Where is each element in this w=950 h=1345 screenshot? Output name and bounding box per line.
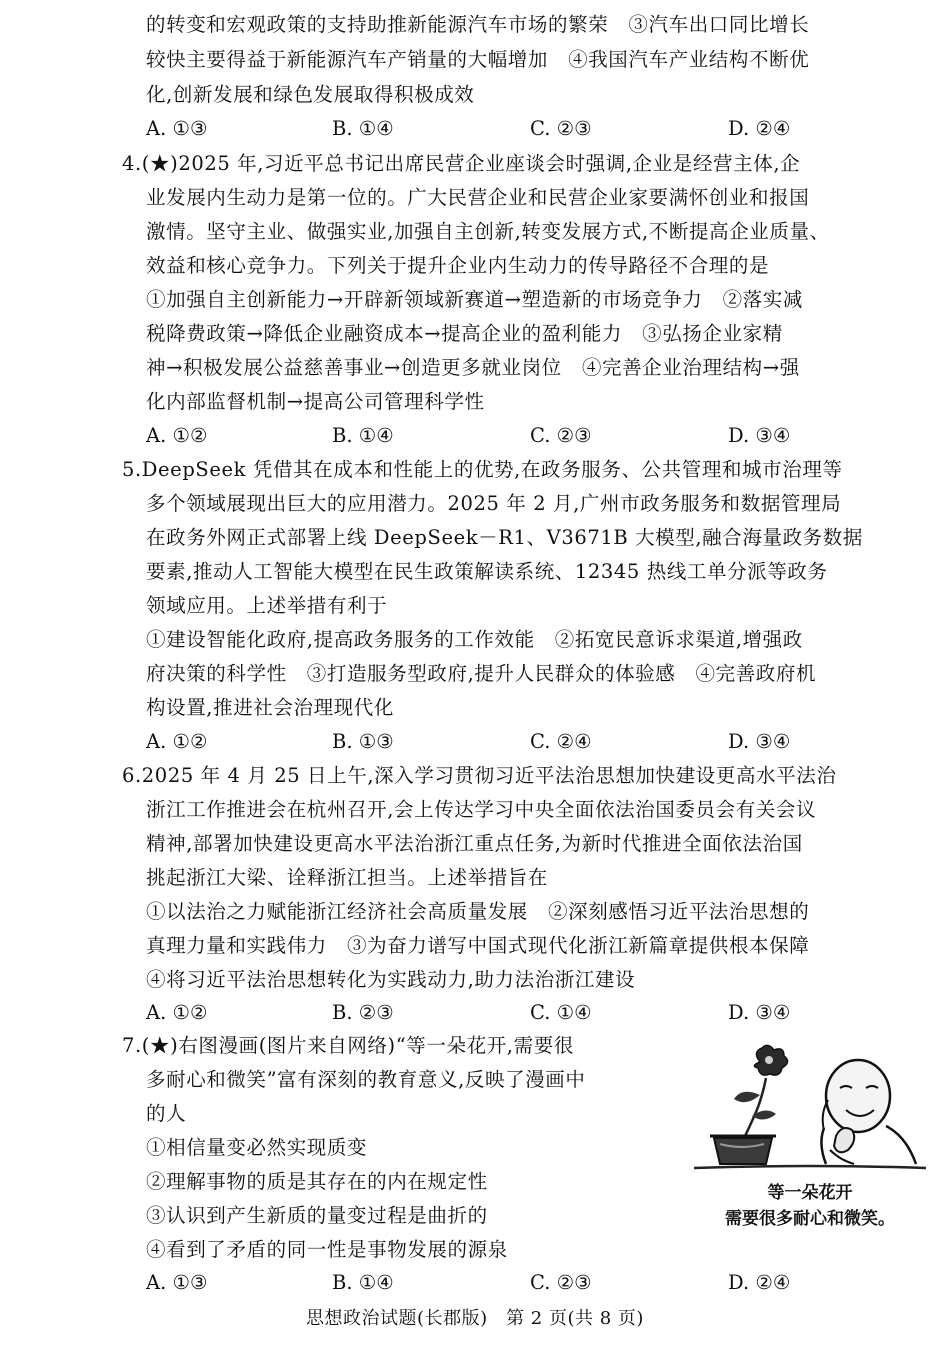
q6-choice-line: ①以法治之力赋能浙江经济社会高质量发展 ②深刻感悟习近平法治思想的 — [146, 900, 810, 923]
option-d: D. ③④ — [728, 424, 791, 447]
option-d: D. ③④ — [728, 1001, 791, 1024]
cartoon-illustration — [690, 1040, 930, 1240]
option-a: A. ①③ — [146, 1271, 208, 1294]
smiling-person-icon — [821, 1060, 916, 1164]
q6-choice-line: 真理力量和实践伟力 ③为奋力谱写中国式现代化浙江新篇章提供根本保障 — [146, 934, 810, 957]
option-b: B. ①④ — [332, 1271, 394, 1294]
q4-stem-line: 业发展内生动力是第一位的。广大民营企业和民营企业家要满怀创业和报国 — [146, 186, 810, 209]
option-a: A. ①② — [146, 424, 208, 447]
q4-choice-line: ①加强自主创新能力→开辟新领域新赛道→塑造新的市场竞争力 ②落实减 — [146, 288, 803, 311]
q7-choice-line: ④看到了矛盾的同一性是事物发展的源泉 — [146, 1238, 508, 1261]
q6-stem-line: 6.2025 年 4 月 25 日上午,深入学习贯彻习近平法治思想加快建设更高水平法治 — [122, 764, 837, 787]
table-line — [694, 1166, 926, 1168]
q3-options — [146, 112, 926, 146]
q7-choice-line: ③认识到产生新质的量变过程是曲折的 — [146, 1204, 488, 1227]
option-d: D. ②④ — [728, 1271, 791, 1294]
q3-text-line: 较快主要得益于新能源汽车产销量的大幅增加 ④我国汽车产业结构不断优 — [146, 48, 810, 71]
page-footer: 思想政治试题(长郡版) 第 2 页(共 8 页) — [306, 1308, 644, 1329]
q7-stem-line: 的人 — [146, 1102, 187, 1125]
q4-choice-line: 化内部监督机制→提高公司管理科学性 — [146, 390, 485, 413]
option-b: B. ②③ — [332, 1001, 394, 1024]
option-c: C. ②③ — [530, 1271, 592, 1294]
q5-choice-line: 构设置,推进社会治理现代化 — [146, 696, 394, 719]
q6-stem-line: 精神,部署加快建设更高水平法治浙江重点任务,为新时代推进全面依法治国 — [146, 832, 803, 855]
q5-choice-line: ①建设智能化政府,提高政务服务的工作效能 ②拓宽民意诉求渠道,增强政 — [146, 628, 803, 651]
q5-options — [146, 725, 926, 759]
option-a: A. ①③ — [146, 117, 208, 140]
option-b: B. ①④ — [332, 117, 394, 140]
q7-choice-line: ①相信量变必然实现质变 — [146, 1136, 368, 1159]
q6-choice-line: ④将习近平法治思想转化为实践动力,助力法治浙江建设 — [146, 968, 636, 991]
option-c: C. ②③ — [530, 424, 592, 447]
q7-stem-line: 多耐心和微笑”富有深刻的教育意义,反映了漫画中 — [146, 1068, 586, 1091]
q5-stem-line: 多个领域展现出巨大的应用潜力。2025 年 2 月,广州市政务服务和数据管理局 — [146, 492, 842, 515]
option-c: C. ①④ — [530, 1001, 592, 1024]
q5-choice-line: 府决策的科学性 ③打造服务型政府,提升人民群众的体验感 ④完善政府机 — [146, 662, 817, 685]
q6-stem-line: 挑起浙江大梁、诠释浙江担当。上述举措旨在 — [146, 866, 549, 889]
q5-stem-line: 领域应用。上述举措有利于 — [146, 594, 388, 617]
option-b: B. ①④ — [332, 424, 394, 447]
flower-icon — [734, 1045, 788, 1138]
q4-stem-line: 4.(★)2025 年,习近平总书记出席民营企业座谈会时强调,企业是经营主体,企 — [122, 152, 801, 175]
q7-stem-line: 7.(★)右图漫画(图片来自网络)“等一朵花开,需要很 — [122, 1034, 574, 1057]
option-a: A. ①② — [146, 730, 208, 753]
q3-text-line: 的转变和宏观政策的支持助推新能源汽车市场的繁荣 ③汽车出口同比增长 — [146, 13, 810, 36]
option-b: B. ①③ — [332, 730, 394, 753]
q3-text-line: 化,创新发展和绿色发展取得积极成效 — [146, 83, 475, 106]
option-d: D. ③④ — [728, 730, 791, 753]
q5-stem-line: 5.DeepSeek 凭借其在成本和性能上的优势,在政务服务、公共管理和城市治理等 — [122, 458, 843, 481]
q4-options — [146, 419, 926, 453]
option-a: A. ①② — [146, 1001, 208, 1024]
q7-options — [146, 1266, 926, 1300]
q4-stem-line: 效益和核心竞争力。下列关于提升企业内生动力的传导路径不合理的是 — [146, 254, 770, 277]
option-d: D. ②④ — [728, 117, 791, 140]
q5-stem-line: 要素,推动人工智能大模型在民生政策解读系统、12345 热线工单分派等政务 — [146, 560, 828, 583]
flower-pot-icon — [710, 1136, 776, 1164]
option-c: C. ②④ — [530, 730, 592, 753]
q6-stem-line: 浙江工作推进会在杭州召开,会上传达学习中央全面依法治国委员会有关会议 — [146, 798, 817, 821]
q7-choice-line: ②理解事物的质是其存在的内在规定性 — [146, 1170, 488, 1193]
q4-choice-line: 神→积极发展公益慈善事业→创造更多就业岗位 ④完善企业治理结构→强 — [146, 356, 800, 379]
q4-stem-line: 激情。坚守主业、做强实业,加强自主创新,转变发展方式,不断提高企业质量、 — [146, 220, 830, 243]
q5-stem-line: 在政务外网正式部署上线 DeepSeek－R1、V3671B 大模型,融合海量政务数据 — [146, 526, 863, 549]
cartoon-caption-line2: 需要很多耐心和微笑。 — [725, 1209, 895, 1229]
option-c: C. ②③ — [530, 117, 592, 140]
cartoon-caption-line1: 等一朵花开 — [767, 1183, 853, 1203]
q6-options — [146, 996, 926, 1030]
q4-choice-line: 税降费政策→降低企业融资成本→提高企业的盈利能力 ③弘扬企业家精 — [146, 322, 783, 345]
